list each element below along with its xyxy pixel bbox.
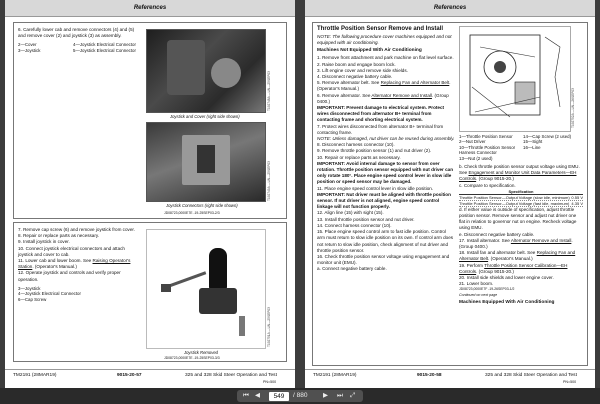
block-2-code: JD08723,0000E7E -19-25SEP03-3/3 — [164, 356, 220, 360]
raising-operator-station-link[interactable]: Raising Operator's Station — [18, 258, 131, 270]
step-r9: 9. Remove throttle position sensor (1) and nut driver (2). — [317, 148, 432, 154]
step-r7: 7. Protect wires disconnected from alternator B+ terminal from contacting frame. — [317, 123, 444, 135]
legend-connector-5: 5—Joystick Electrical Connector — [73, 47, 136, 53]
step-r20: 20. Install side shields and lower engine cover. — [459, 275, 554, 281]
step-r13: 13. Install throttle position sensor and nut driver. — [317, 216, 415, 222]
step-r16b: b. Check throttle position sensor output voltage using EMU. See Engagement and Monitor Unit Data Parameters—EH Controls. (Group 9015-20.) — [459, 164, 580, 182]
photo-2-id: T192749A —UN—25SEP03 — [267, 161, 271, 201]
first-page-button[interactable]: ⏮ — [243, 392, 249, 399]
left-footer-tm: TM2191 (28MAR19) — [13, 373, 57, 378]
step-r15: 15. Place engine speed control arm to fast idle position. Control arm must return to slow idle position on its own. If control arm does not return to slow idle position, check alignment of nut driver and throttle position sensor. — [317, 229, 454, 253]
photo-1-caption: Joystick and Cover (right side shown) — [170, 114, 240, 119]
note-1: NOTE: The following procedure cover machines equipped and not equipped with air conditioning. — [317, 34, 452, 46]
step-r16e: e. Disconnect negative battery cable. — [459, 231, 535, 237]
viewer-nav-bar — [0, 388, 600, 404]
next-page-button[interactable]: ▶ — [323, 392, 328, 399]
fan-belt-link-1[interactable]: Replacing Fan and Alternator Belt — [380, 80, 450, 86]
legend-joystick-2: 3—Joystick — [18, 285, 41, 291]
subheading-with-ac: Machines Equipped With Air Conditioning — [459, 300, 555, 306]
right-footer-page: 9015-20-58 — [417, 373, 442, 378]
step-r5: 5. Remove alternator belt. See Replacing Fan and Alternator Belt. (Operator's Manual.) — [317, 80, 451, 92]
step-r6: 6. Remove alternator. See Alternator Remove and Install. (Group 0400.) — [317, 92, 449, 104]
step-r2: 2. Raise boom and engage boom lock. — [317, 61, 396, 67]
step-7-text: 7. Remove cap screw (6) and remove joystick from cover. — [18, 227, 135, 232]
step-r10: 10. Repair or replace parts as necessary. — [317, 154, 401, 160]
step-10-text: 10. Connect joystick electrical connectors and attach joystick and cover to cab. — [18, 245, 125, 257]
legend-cover: 2—Cover — [18, 42, 37, 48]
section-title: Throttle Position Sensor Remove and Install — [317, 26, 444, 32]
legend-connector-4b: 4—Joystick Electrical Connector — [18, 291, 81, 297]
cont-code: JD08723,0000E7F -19-26SEP03-1/2 — [459, 287, 515, 292]
step-r11: 11. Place engine speed control lever in slow idle position. — [317, 185, 434, 191]
step-r16: 16. Check throttle position sensor voltage using engagement and monitor unit (EMU). — [317, 253, 450, 266]
alternator-link-1[interactable]: Alternator Remove and Install — [371, 92, 432, 98]
legend-cap-screw: 6—Cap Screw — [18, 296, 47, 302]
step-r19: 19. Perform Throttle Position Sensor Calibration—EH Controls. (Group 9015-20.) — [459, 262, 568, 274]
left-block-2 — [13, 222, 287, 362]
left-footer-model: 325 and 328 Skid Steer Operation and Test — [185, 373, 277, 378]
page-total: / 880 — [293, 392, 308, 399]
fullscreen-icon[interactable]: ⤢ — [350, 392, 356, 399]
step-11-text: 11. Lower cab and lower boom. See Raising Operator's Station. (Operator's Manual.) — [18, 258, 131, 270]
step-r17: 17. Install alternator. See Alternator Remove and Install. (Group 0400.) — [459, 237, 573, 250]
prev-page-button[interactable]: ◀ — [255, 392, 260, 399]
note-2: NOTE: Unless damaged, nut driver can be reused during assembly. — [317, 136, 455, 142]
step-r16c: c. Compare to specification. — [459, 182, 516, 188]
throttle-sensor-diagram — [459, 26, 571, 132]
last-page-button[interactable]: ⏭ — [337, 392, 343, 399]
right-footer — [305, 369, 595, 388]
legend-sensor: 1—Throttle Position Sensor — [459, 134, 513, 139]
subheading-no-ac: Machines Not Equipped With Air Conditioning — [317, 48, 422, 54]
legend-nut-driver: 2—Nut Driver — [459, 139, 486, 145]
photo-3-caption: Joystick Removed — [184, 350, 218, 355]
joystick-connectors-photo — [146, 122, 266, 202]
page-navigator — [237, 390, 363, 402]
diagram-id: T192752A —UN—26SEP03 — [571, 88, 575, 128]
legend-line: 16—Line — [523, 144, 541, 150]
calibration-link[interactable]: Throttle Position Sensor Calibration—EH Controls — [459, 262, 568, 274]
step-r16a: a. Connect negative battery cable. — [317, 266, 387, 272]
step-r3: 3. Lift engine cover and remove side shields. — [317, 67, 408, 73]
joystick-removed-photo — [146, 229, 266, 349]
engine-line-drawing — [460, 27, 570, 131]
photo-1-id: T192748A —UN—25SEP03 — [267, 71, 271, 111]
spec-table — [459, 189, 583, 207]
step-r8: 8. Disconnect harness connector (10). — [317, 142, 395, 148]
step-r1: 1. Remove front attachment and park machine on flat level surface. — [317, 55, 454, 61]
legend-sight: 15—Sight — [523, 139, 543, 145]
page-number-input[interactable]: 549 — [269, 392, 289, 401]
step-r12: 12. Align line (15) with sight (15). — [317, 210, 384, 216]
right-footer-tm: TM2191 (28MAR19) — [313, 373, 357, 378]
important-2: IMPORTANT: Avoid internal damage to sensor from over rotation. Throttle position sensor equipped with nut driver can only rotate 180°. Place engine speed control lever in slow idle position or speed sensor may be damaged. — [317, 160, 454, 185]
emu-data-link[interactable]: Engagement and Monitor Unit Data Parameters—EH Controls — [459, 170, 577, 182]
step-12-text: 12. Operate joystick and controls and verify proper operation. — [18, 270, 121, 282]
spec-row-fast: Throttle Position Sensor—Output Voltage (fast idle, maximum) 4.35 V — [459, 200, 583, 206]
step-r21: 21. Lower boom. — [459, 281, 494, 287]
alternator-link-2[interactable]: Alternator Remove and Install — [510, 237, 572, 243]
left-footer-code: PN=500 — [263, 380, 277, 384]
step-9-text: 9. Install joystick in cover. — [18, 239, 70, 245]
right-block — [312, 22, 588, 366]
left-footer-page: 9015-20-57 — [117, 373, 142, 378]
right-page-header: References — [305, 0, 595, 17]
legend-cap-screw-r: 14—Cap Screw (2 used) — [523, 134, 572, 139]
step-8-text: 8. Repair or replace parts as necessary. — [18, 233, 100, 239]
legend-joystick: 3—Joystick — [18, 47, 41, 53]
step-6-text: 6. Carefully lower cab and remove connectors (4) and (5) and remove cover (2) and joystick (3) as assembly. — [18, 27, 135, 39]
step-r16d: d. If either value is outside of specification, adjust throttle position sensor. Remove sensor and adjust nut driver one flat in relation to governor nut on engine. Recheck voltage using EMU. — [459, 206, 577, 231]
right-page — [305, 0, 595, 388]
spec-title: Specification — [459, 189, 583, 195]
photo-3-id: T192751A —UN—25SEP03 — [267, 307, 271, 347]
step-r14: 14. Connect harness connector (10). — [317, 222, 392, 228]
block-1-code: JD08723,0000E7E -19-25SEP03-2/3 — [164, 211, 220, 215]
step-r4: 4. Disconnect negative battery cable. — [317, 74, 393, 80]
fan-belt-link-2[interactable]: Replacing Fan and Alternator Belt — [459, 250, 576, 262]
right-footer-code: PN=500 — [563, 380, 577, 384]
legend-nut: 13—Nut (2 used) — [459, 155, 493, 161]
left-page-header: References — [5, 0, 295, 17]
photo-2-caption: Joystick Connectors (right side shown) — [166, 203, 238, 208]
left-block-1 — [13, 22, 287, 219]
legend-harness: 10—Throttle Position Sensor Harness Connector — [459, 144, 516, 156]
important-1: IMPORTANT: Prevent damage to electrical system. Protect wires disconnected from alternator B+ terminal from contacting frame and shorting electrical system. — [317, 105, 445, 123]
step-r18: 18. Install fan and alternator belt. See Replacing Fan and Alternator Belt. (Operator's Manual.) — [459, 250, 576, 262]
continued-label: Continued on next page — [459, 292, 498, 297]
right-footer-model: 325 and 328 Skid Steer Operation and Test — [485, 373, 577, 378]
spec-row-slow: Throttle Position Sensor—Output Voltage (slow idle, minimum) 0.55 V — [459, 194, 583, 200]
joystick-cover-photo — [146, 29, 266, 113]
important-3: IMPORTANT: Nut driver must be aligned with throttle position sensor. If nut driver is not aligned, engine speed control linkage will not function properly. — [317, 191, 451, 210]
left-page — [5, 0, 295, 388]
legend-connector-4: 4—Joystick Electrical Connector — [73, 42, 136, 48]
left-footer — [5, 369, 295, 388]
